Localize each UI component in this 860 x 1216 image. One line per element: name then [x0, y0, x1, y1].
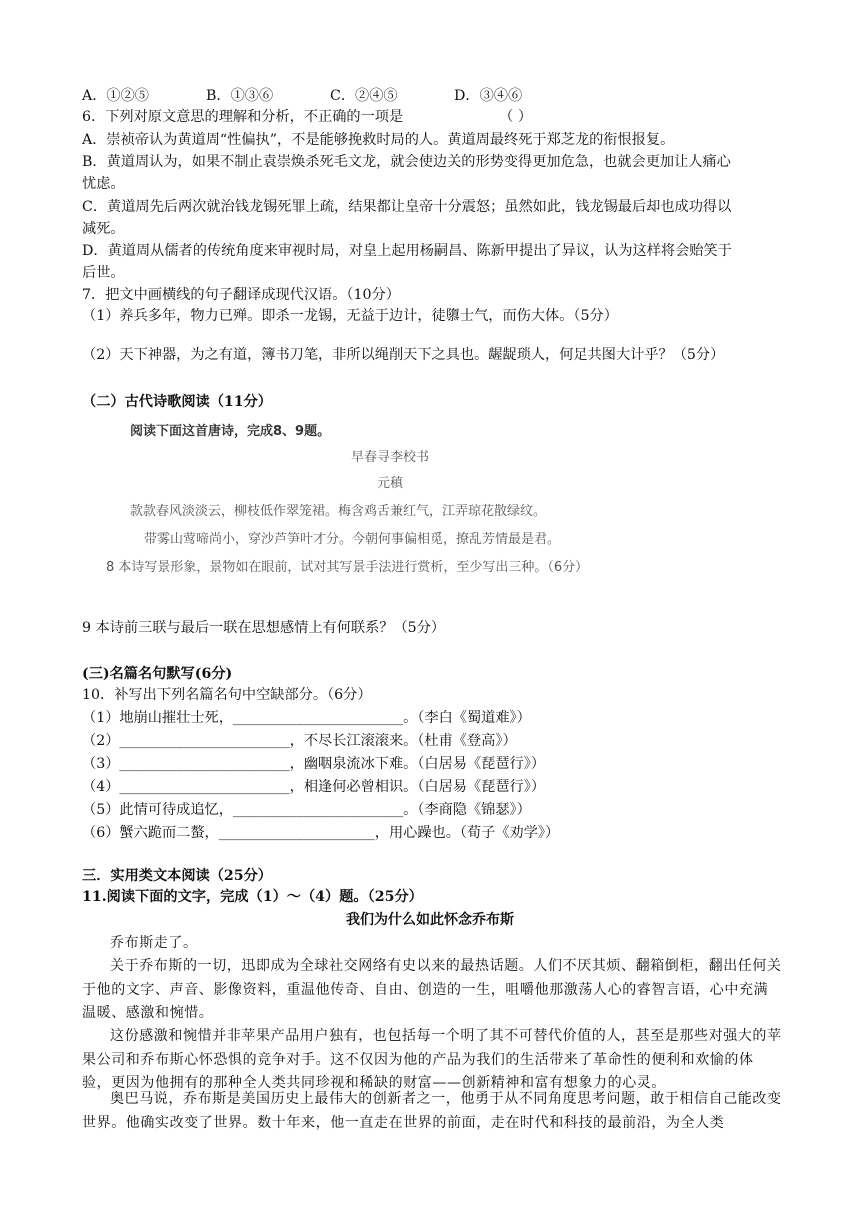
- section-dictation-heading: (三)名篇名句默写(6分): [82, 666, 233, 682]
- q9-question: 9 本诗前三联与最后一联在思想感情上有何联系？（5分）: [82, 620, 446, 636]
- q7-stem: 7．把文中画横线的句子翻译成现代汉语。（10分）: [82, 287, 400, 303]
- poem-line-1: 款款春风淡淡云，柳枝低作翠笼裙。梅含鸡舌兼红气，江弄琼花散绿纹。: [130, 504, 547, 519]
- dictation-item-1: （1）地崩山摧壮士死，________________________。（李白《蜀道难》）: [82, 710, 531, 726]
- q5-option-d: D．③④⑥: [454, 88, 523, 104]
- q7-sentence-1: （1）养兵多年，物力已殚。即杀一龙锡，无益于边计，徒隳士气，而伤大体。（5分）: [82, 308, 618, 324]
- section-poetry-heading: （二）古代诗歌阅读（11分）: [82, 394, 272, 410]
- q6-answer-paren: （ ）: [499, 109, 533, 125]
- article-title: 我们为什么如此怀念乔布斯: [346, 912, 514, 928]
- dictation-item-2: （2）________________________，不尽长江滚滚来。（杜甫《登高》）: [82, 733, 517, 749]
- poem-line-2: 带雾山莺啼尚小，穿沙芦笋叶才分。今朝何事偏相觅，撩乱芳情最是君。: [144, 532, 561, 547]
- q10-stem: 10．补写出下列名篇名句中空缺部分。（6分）: [82, 687, 372, 703]
- q6-stem: [82, 107, 782, 127]
- q11-stem: 11.阅读下面的文字，完成（1）～（4）题。（25分）: [82, 889, 423, 905]
- q6-option-b: B．黄道周认为，如果不制止袁崇焕杀死毛文龙，就会使边关的形势变得更加危急，也就会更加让人痛心: [82, 154, 731, 170]
- q6-option-d: D．黄道周从儒者的传统角度来审视时局，对皇上起用杨嗣昌、陈新甲提出了异议，认为这样将会贻笑于: [82, 243, 732, 259]
- article-paragraph-3: 这份感激和惋惜并非苹果产品用户独有，也包括每一个明了其不可替代价值的人，甚至是那些对强大的苹果公司和乔布斯心怀恐惧的竞争对手。这不仅因为他的产品为我们的生活带来了革命性的便利和欢愉的体验，更因为他拥有的那种全人类共同珍视和稀缺的财富——创新精神和富有想象力的心灵。: [82, 1028, 782, 1091]
- q6-option-c-cont: 减死。: [82, 221, 125, 237]
- q5-options: [82, 86, 782, 106]
- dictation-item-4: （4）________________________，相逢何必曾相识。（白居易《琵琶行》）: [82, 779, 546, 795]
- poem-scan-image: [106, 416, 660, 582]
- dictation-item-5: （5）此情可待成追忆，________________________。（李商隐《锦瑟》）: [82, 802, 531, 818]
- q6-option-d-cont: 后世。: [82, 265, 125, 281]
- q6-option-b-cont: 忧虑。: [82, 176, 125, 192]
- q6-stem-text: 6．下列对原文意思的理解和分析，不正确的一项是: [82, 109, 404, 125]
- article-paragraph-2: 关于乔布斯的一切，迅即成为全球社交网络有史以来的最热话题。人们不厌其烦、翻箱倒柜，翻出任何关于他的文字、声音、影像资料，重温他传奇、自由、创造的一生，咀嚼他那激荡人心的睿智言语，心中充满温暖、感激和惋惜。: [82, 958, 782, 1021]
- dictation-item-6: （6）蟹六跪而二螯，______________________，用心躁也。（荀子《劝学》）: [82, 825, 560, 841]
- q6-option-c: C．黄道周先后两次就治钱龙锡死罪上疏，结果都让皇帝十分震怒；虽然如此，钱龙锡最后却也成功得以: [82, 199, 732, 215]
- article-paragraph-1: 乔布斯走了。: [110, 935, 198, 951]
- q8-question: 8 本诗写景形象，景物如在眼前，试对其写景手法进行赏析，至少写出三种。（6分）: [106, 560, 589, 575]
- poem-title: 早春寻李校书: [350, 450, 429, 465]
- part3-heading: 三．实用类文本阅读（25分）: [82, 868, 272, 884]
- dictation-item-3: （3）________________________，幽咽泉流冰下难。（白居易《琵琶行》）: [82, 756, 546, 772]
- q6-option-a: A．崇祯帝认为黄道周“性偏执”，不是能够挽救时局的人。黄道周最终死于郑芝龙的衔恨报复。: [82, 132, 675, 148]
- poem-intro: 阅读下面这首唐诗，完成8、9题。: [130, 424, 331, 439]
- q5-option-c: C．②④⑤: [330, 88, 398, 104]
- q5-option-b: B．①③⑥: [206, 88, 274, 104]
- q5-option-a: A．①②⑤: [82, 88, 149, 104]
- q7-sentence-2: （2）天下神器，为之有道，簿书刀笔，非所以绳削天下之具也。龌龊琐人，何足共图大计乎？（5分）: [82, 347, 725, 363]
- poem-author: 元稹: [376, 476, 403, 491]
- article-paragraph-4: 奥巴马说，乔布斯是美国历史上最伟大的创新者之一，他勇于从不同角度思考问题，敢于相信自己能改变世界。他确实改变了世界。数十年来，他一直走在世界的前面，走在时代和科技的最前沿，为全人类: [82, 1091, 782, 1131]
